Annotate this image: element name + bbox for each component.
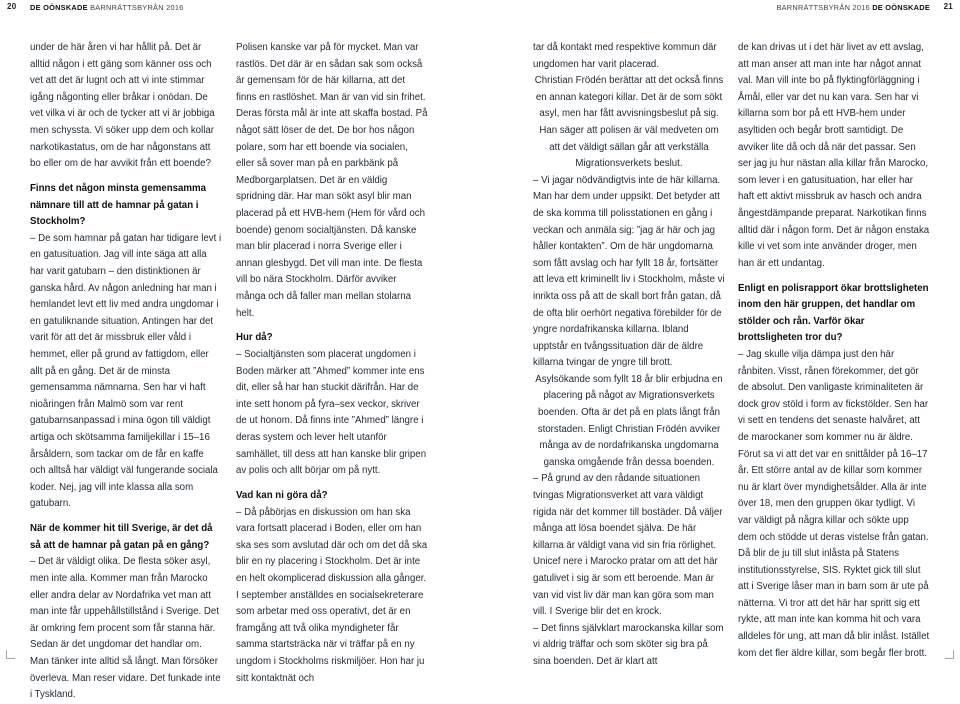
question-heading: När de kommer hit till Sverige, är det då så att de hamnar på gatan på en gång? [30,523,213,551]
page-number-right: 21 [943,2,953,11]
question-heading: Finns det någon minsta gemensamma nämnare till att de hamnar på gatan i Stockholm? [30,183,207,228]
paragraph-gap [30,173,222,181]
text-column-3 [533,40,725,671]
body-paragraph: – På grund av den rådande situationen tvingas Migrationsverket att vara väldigt rigida när det kommer till bostäder. Då väljer många att lösa boendet själva. De här killarna är väldigt vana vid sin fria rörlighet. Unicef nere i Marocko pratar om att det här gatulivet i sig är som ett beroende. Man är van vid vist liv där man kan göra som man vill. I Sverige blir det en krock. [533,473,723,618]
body-paragraph: – Vi jagar nödvändigtvis inte de här killarna. Man har dem under uppsikt. Det betyder att de ska komma till polisstationen en gång i veckan och anmäla sig: ”jag är här och jag håller kontakten”. Om de här ungdomarna som fått avslag och har fyllt 18 år, fortsätter att leva ett kriminellt liv i Stockholm, måste vi inrikta oss på att de skall bort från gatan, då de ofta blir oerhört negativa förebilder för de yngre nordafrikanska killarna. Ibland upptstår en tvångssituation där de äldre killarna tvingar de yngre till brott. [533,174,725,369]
paragraph-gap [236,322,428,330]
body-paragraph: – De som hamnar på gatan har tidigare levt i en gatusituation. Jag vill inte säga att alla har varit gatubarn – den distinktionen är ganska hård. Av någon anledning har man i hemlandet levt ett liv med andra ungdomar i en gatuliknande situation. Antingen har det varit för att det är missbruk eller våld i hemmet, eller på grund av fattigdom, eller allt på en gång. Det är de minsta gemensamma nämnarna. Sen har vi haft nioåringen från Malmö som var rent gatubarnsanpassad i mina ögon till väldigt artiga och skötsamma familjekillar i 15–16 årsåldern, som tackar om de får en kaffe och alltså har väldigt väl fungerande sociala koder. Nej, jag vill inte klassa alla som gatubarn. [30,232,222,510]
crop-mark-right [945,650,954,659]
running-head-left [30,3,184,12]
running-head-right [776,3,930,12]
body-paragraph: – Det är väldigt olika. De flesta söker asyl, men inte alla. Kommer man från Marocko eller andra delar av Nordafrika vet man att man inte får uppehållstillstånd i Sverige. Det är omkring fem procent som får stanna här. Sedan är det ungdomar det handlar om. Man tänker inte alltid så långt. Man försöker överleva. Man reser vidare. Det funkade inte i Tyskland. [30,556,221,701]
question-heading: Hur då? [236,332,273,344]
question-heading: Vad kan ni göra då? [236,490,328,502]
running-head-right-title: BARNRÄTTSBYRÅN 2016 [776,2,870,12]
paragraph-gap [738,272,930,280]
running-head-left-brand: DE OÖNSKADE [30,2,88,12]
body-paragraph: – Det finns självklart marockanska killar som vi aldrig träffar och som sköter sig bra på sina boenden. Det är klart att [533,622,724,667]
paragraph-gap [30,513,222,521]
text-column-4 [738,40,930,662]
question-heading: Enligt en polisrapport ökar brottsligheten inom den här gruppen, det handlar om stölder och rån. Varför ökar brottsligheten tror du? [738,282,929,344]
body-paragraph: – Jag skulle vilja dämpa just den här rånbiten. Visst, rånen förekommer, det gör de absolut. Den vanligaste kriminaliteten är dock grov stöld i form av fickstölder. Sen har vi sett en tendens det senaste halvåret, att de marockaner som kommer nu är äldre. Förut sa vi att det var en snittålder på 16–17 år. Ett större antal av de killar som kommer nu är klart över myndighetsålder. Alla är inte över 18, men den gruppen ökar tydligt. Vi var väldigt på några killar och sökte upp dem och stödde ut deras vistelse från gatan. Då blir de ju till slut inlåsta på Statens institutionsstyrelse, SIS. Ryktet gick till slut att i Sverige låser man in barn som är ute på nätterna. Vi tror att det här har spritt sig ett rykte, att man inte kan komma hit och vara alldeles för ung, att man då blir inlåst. Istället kom det fler äldre killar, som begår fler brott. [738,348,930,659]
running-head-right-brand: DE OÖNSKADE [872,2,930,12]
page-header [0,0,960,14]
body-paragraph: – Då påbörjas en diskussion om han ska vara fortsatt placerad i Boden, eller om han ska ses som avslutad där och om det då ska blir en ny placering i Stockholm. Det är inte en helt okomplicerad diskussion alla gånger. I september anställdes en socialsekreterare som arbetar med oss operativt, det är en framgång att två olika myndigheter får samma startsträcka när vi träffar på en ny ungdom i Stockholms riskmiljöer. Hon har ju sitt kontaktnät och [236,506,428,684]
paragraph-gap [236,480,428,488]
crop-mark-left [6,650,15,659]
centered-paragraph: Christian Frödén berättar att det också finns en annan kategori killar. Det är de som sökt asyl, men har fått avvisningsbeslut på sig. Han säger att polisen är väl medveten om att det väldigt sällan går att verkställa Migrationsverkets beslut. [534,75,724,170]
page-footer [0,648,960,662]
text-column-2 [236,40,428,687]
body-paragraph: – Socialtjänsten som placerat ungdomen i Boden märker att ”Ahmed” kommer inte ens dit, eller så har han stuckit därifrån. Har de inte sett honom på fyra–sex veckor, skriver de ut honom. Då finns inte ”Ahmed” längre i deras system och lever helt utanför samhället, till dess att han kanske blir gripen av polis och allt börjar om på nytt. [236,348,427,477]
page-number-left: 20 [7,2,17,11]
body-paragraph: Polisen kanske var på för mycket. Man var rastlös. Det där är en sådan sak som också är gemensam för de här killarna, att det finns en rastlöshet. Man är van vid sin frihet. Deras första mål är inte att skaffa bostad. På något sätt löser de det. De bor hos någon polare, som har ett boende via socialen, eller så sover man på en parkbänk på Medborgarplatsen. Det är en väldig spridning där. Har man sökt asyl blir man placerad på ett HVB-hem (Hem för vård och boende) genom socialtjänsten. Då kanske man blir placerad i norra Sverige eller i annan glesbygd. Det vill man inte. De flesta vill bo nära Stockholm. Därför avviker många och då faller man mellan stolarna helt. [236,42,428,319]
body-paragraph: de kan drivas ut i det här livet av ett avslag, att man anser att man inte har något annat val. Man vill inte bo på flyktingförläggning i Åmål, eller var det nu kan vara. Sen har vi killarna som bor på ett HVB-hem under asyltiden och begår brott samtidigt. De avviker lite då och då när det passar. Sen ser jag ju hur nästan alla killar från Marocko, som lever i en gatusituation, har eller har haft ett aktivt missbruk av hasch och andra ångestdämpande preparat. Narkotikan finns alltid där i någon form. Det är någon enstaka kille vi vet som inte använder droger, men han är ett undantag. [738,42,930,269]
text-column-1 [30,40,222,704]
body-paragraph: tar då kontakt med respektive kommun där ungdomen har varit placerad. [533,42,717,70]
running-head-left-title: BARNRÄTTSBYRÅN 2016 [90,2,184,12]
centered-paragraph: Asylsökande som fyllt 18 år blir erbjudna en placering på något av Migrationsverkets boenden. Ofta är det på en plats långt från storstaden. Enligt Christian Frödén avviker många av de nordafrikanska ungdomarna ganska omgående från dessa boenden. [535,373,723,468]
body-paragraph: under de här åren vi har hållit på. Det är alltid någon i ett gäng som känner oss och vet att det är lugnt och att vi inte stimmar igång någonting eller bråkar i onödan. De vet vilka vi är och de tycker att vi är jobbiga men schyssta. Vi söker upp dem och kollar narkotikastatus, om de har någonstans att bo eller om de har avvikit från ett boende? [30,42,215,170]
